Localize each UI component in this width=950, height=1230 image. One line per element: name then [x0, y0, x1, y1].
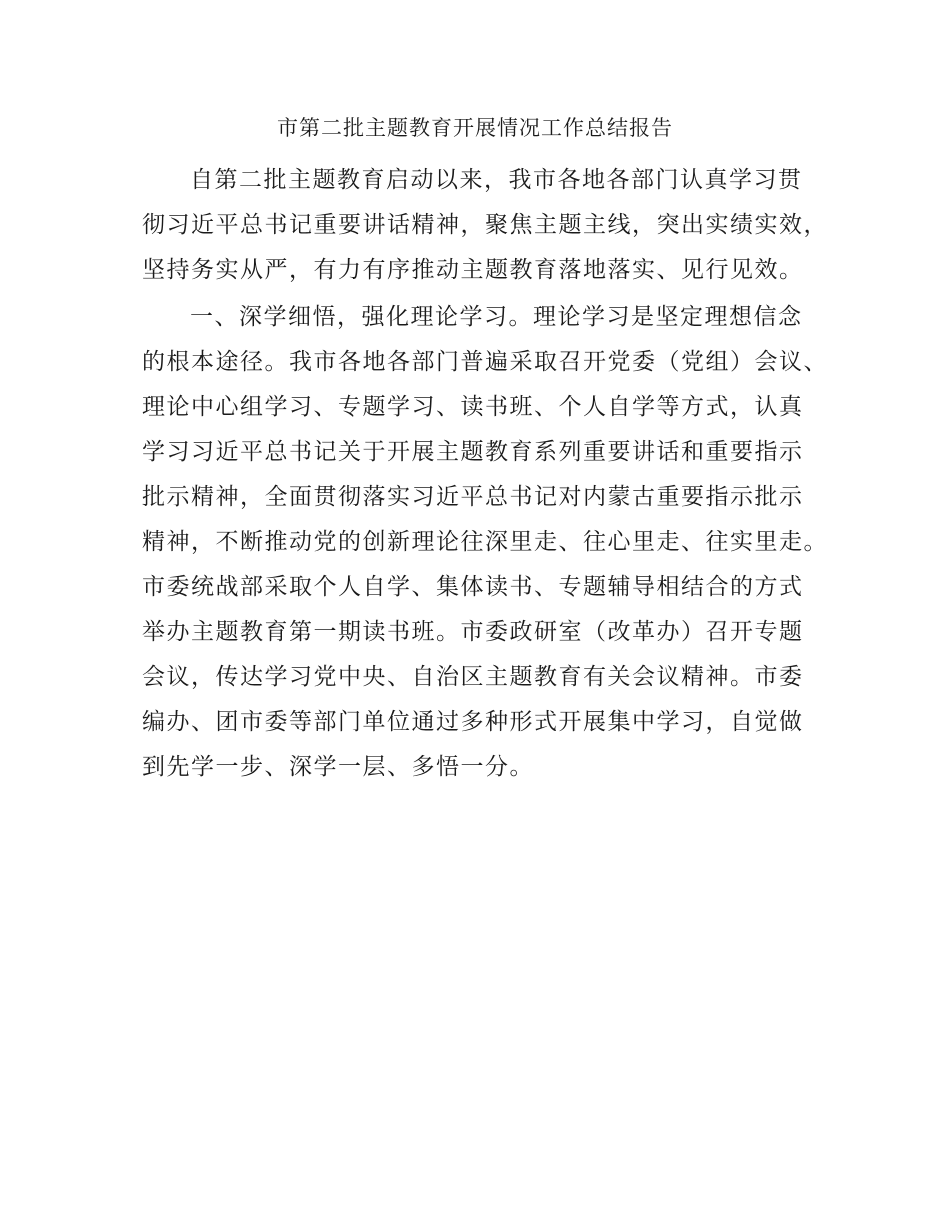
paragraph-line: 坚持务实从严，有力有序推动主题教育落地落实、见行见效。	[142, 257, 804, 283]
paragraph-line: 的根本途径。我市各地各部门普遍采取召开党委（党组）会议、	[142, 349, 828, 375]
paragraph-line: 编办、团市委等部门单位通过多种形式开展集中学习，自觉做	[142, 709, 804, 735]
document-title: 市第二批主题教育开展情况工作总结报告	[277, 116, 673, 140]
paragraph-intro	[142, 158, 828, 293]
paragraph-section-one	[142, 295, 828, 790]
paragraph-line: 彻习近平总书记重要讲话精神，聚焦主题主线，突出实绩实效，	[142, 212, 828, 238]
paragraph-line: 批示精神，全面贯彻落实习近平总书记对内蒙古重要指示批示	[142, 484, 804, 510]
paragraph-line: 精神，不断推动党的创新理论往深里走、往心里走、往实里走。	[142, 529, 828, 555]
paragraph-line: 市委统战部采取个人自学、集体读书、专题辅导相结合的方式	[142, 574, 804, 600]
paragraph-line: 自第二批主题教育启动以来，我市各地各部门认真学习贯	[190, 167, 803, 193]
paragraph-line: 举办主题教育第一期读书班。市委政研室（改革办）召开专题	[142, 619, 804, 645]
paragraph-line: 学习习近平总书记关于开展主题教育系列重要讲话和重要指示	[142, 439, 804, 465]
paragraph-line: 一、深学细悟，强化理论学习。理论学习是坚定理想信念	[190, 304, 803, 330]
paragraph-line: 会议，传达学习党中央、自治区主题教育有关会议精神。市委	[142, 664, 804, 690]
paragraph-line: 理论中心组学习、专题学习、读书班、个人自学等方式，认真	[142, 394, 804, 420]
paragraph-line: 到先学一步、深学一层、多悟一分。	[142, 754, 534, 780]
